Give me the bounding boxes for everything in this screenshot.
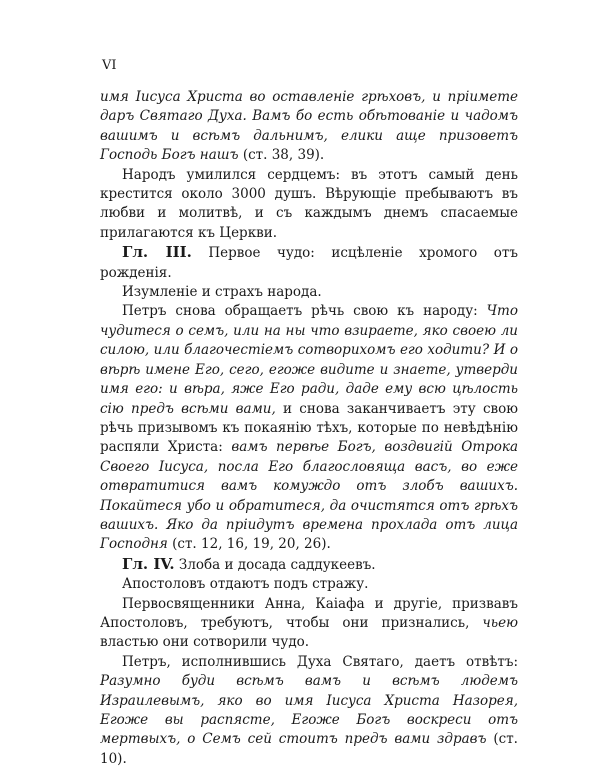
chapter-label: Гл. III. <box>122 243 192 262</box>
text-run: Изумленіе и страхъ народа. <box>122 284 322 301</box>
scripture-quote: вамъ первѣе Богъ, воздвигій Отрока Своего Іисуса, посла Его благословяща васъ, во еже отвратитися вамъ комуждо отъ злобъ вашихъ. Покайтеся убо и обратитеся, да очистятся отъ грѣхъ вашихъ. Яко да пріидутъ времена прохлада отъ лица Господня <box>100 439 518 553</box>
chapter-heading <box>100 243 518 283</box>
text-run: Первосвященники Анна, Каіафа и другіе, призвавъ Апостоловъ, требуютъ, чтобы они признались, <box>100 595 518 631</box>
text-run: и снова заканчиваетъ эту свою рѣчь призывомъ къ покаянію тѣхъ, которые по невѣдѣнію распяли Христа: <box>100 400 518 456</box>
paragraph <box>100 88 518 166</box>
paragraph <box>100 575 518 594</box>
book-page <box>100 58 518 769</box>
scripture-quote: Разумно буди всѣмъ вамъ и всѣмъ людемъ Израилевымъ, яко во имя Іисуса Христа Назорея, Егоже вы распясте, Егоже Богъ воскреси отъ мертвыхъ, о Семъ сей стоитъ предъ вами здравъ <box>100 673 518 748</box>
text-run: Апостоловъ отдаютъ подъ стражу. <box>122 576 369 593</box>
text-run: Первое чудо: исцѣленіе хромого отъ рожденія. <box>100 245 518 281</box>
text-run: Злоба и досада саддукеевъ. <box>174 556 376 573</box>
text-run: (ст. 12, 16, 19, 20, 26). <box>167 536 331 553</box>
text-run: Петръ снова обращаетъ рѣчь свою къ народу: <box>122 303 487 320</box>
text-run: (ст. 38, 39). <box>238 147 325 164</box>
text-run: Петръ, исполнившись Духа Святаго, даетъ отвѣтъ: <box>122 653 518 670</box>
text-run: (ст. 10). <box>100 731 518 767</box>
paragraph <box>100 166 518 244</box>
page-number: VI <box>102 58 117 73</box>
scripture-quote: имя Іисуса Христа во оставленіе грѣховъ, и пріимете даръ Святаго Духа. Вамъ бо есть обѣтованіе и чадомъ вашимъ и всѣмъ дальнимъ, елики аще призоветъ Господь Богъ нашъ <box>100 89 518 164</box>
text-run: властью они сотворили чудо. <box>100 634 310 651</box>
paragraph <box>100 302 518 554</box>
paragraph <box>100 595 518 653</box>
chapter-heading <box>100 555 518 575</box>
paragraph <box>100 283 518 302</box>
scripture-quote: чьею <box>482 614 518 631</box>
text-body <box>100 88 518 769</box>
scripture-quote: Что чудитеся о семъ, или на ны что взираете, яко своею ли силою, или благочестіемъ сотворихомъ его ходити? И о вѣрѣ имене Его, сего, егоже видите и знаете, утверди имя его: и вѣра, яже Его ради, даде ему всю цѣлость сію предъ всѣми вами, <box>100 303 518 417</box>
paragraph <box>100 653 518 769</box>
text-run: Народъ умилился сердцемъ: въ этотъ самый день крестится около 3000 душъ. Вѣрующіе пребываютъ въ любви и молитвѣ, и съ каждымъ днемъ спасаемые прилагаются къ Церкви. <box>100 166 518 241</box>
chapter-label: Гл. IV. <box>122 554 175 573</box>
